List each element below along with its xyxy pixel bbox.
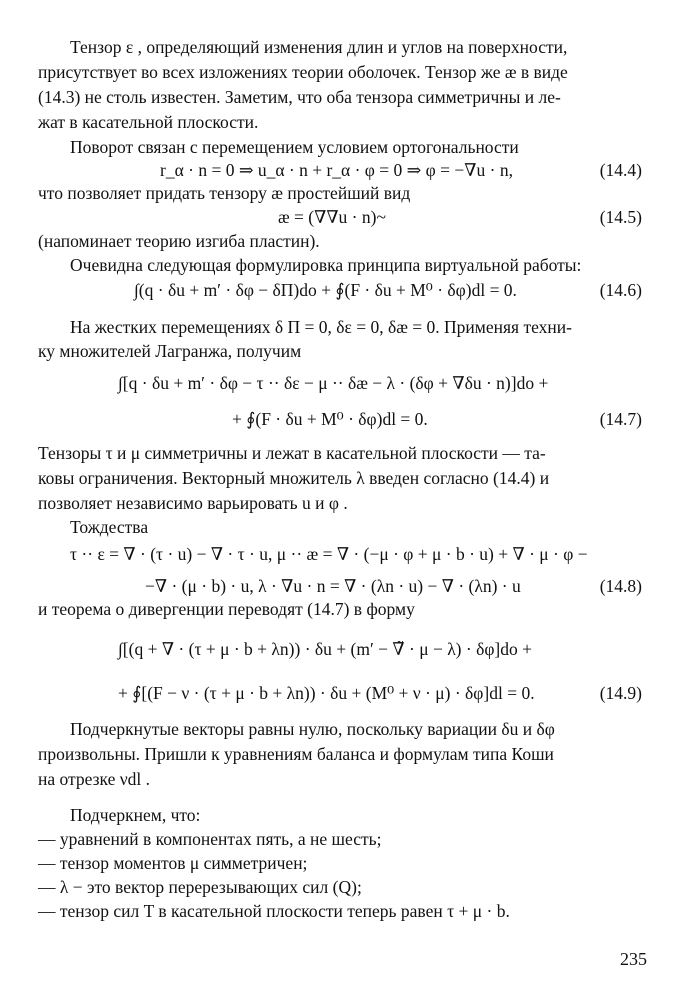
paragraph-5-line-2: ковы ограничения. Векторный множитель λ введен согласно (14.4) и xyxy=(38,468,550,488)
paragraph-7-line-1: Подчеркнутые векторы равны нулю, поскольку вариации δu и δφ xyxy=(70,719,555,739)
equation-14-8-line-1: τ ·· ε = ∇ · (τ · u) − ∇ · τ · u, μ ·· æ = ∇ · (−μ · φ + μ · b · u) + ∇ · μ · φ − xyxy=(70,544,588,564)
paragraph-2-line-3: (напоминает теорию изгиба пластин). xyxy=(38,231,320,251)
equation-number-14-4: (14.4) xyxy=(599,160,642,180)
paragraph-4-line-2: ку множителей Лагранжа, получим xyxy=(38,341,302,361)
paragraph-6-line-1: Тождества xyxy=(70,517,149,537)
equation-14-5: æ = (∇∇u · n)~ xyxy=(278,207,386,227)
equation-number-14-8: (14.8) xyxy=(599,576,642,596)
equation-14-9-line-1: ∫[(q + ∇ · (τ + μ · b + λn)) · δu + (m′ − ∇̃ · μ − λ) · δφ]do + xyxy=(118,639,533,659)
equation-number-14-9: (14.9) xyxy=(599,683,642,703)
equation-14-9-line-2: + ∮[(F − ν · (τ + μ · b + λn)) · δu + (M⁰ + ν · μ) · δφ]dl = 0. xyxy=(118,683,535,703)
paragraph-6-line-2: и теорема о дивергенции переводят (14.7) в форму xyxy=(38,599,415,619)
equation-number-14-6: (14.6) xyxy=(599,280,642,300)
paragraph-7-line-2: произвольны. Пришли к уравнениям баланса и формулам типа Коши xyxy=(38,744,554,764)
paragraph-2-line-1: Поворот связан с перемещением условием ортогональности xyxy=(70,137,519,157)
paragraph-1-line-2: присутствует во всех изложениях теории оболочек. Тензор же æ в виде xyxy=(38,62,568,82)
paragraph-1-line-1: Тензор ε , определяющий изменения длин и углов на поверхности, xyxy=(70,37,568,57)
list-item: — λ − это вектор перерезывающих сил (Q); xyxy=(38,877,362,897)
paragraph-2-line-2: что позволяет придать тензору æ простейший вид xyxy=(38,183,411,203)
paragraph-7-line-3: на отрезке νdl . xyxy=(38,769,151,789)
paragraph-4-line-1: На жестких перемещениях δ Π = 0, δε = 0, δæ = 0. Применяя техни- xyxy=(70,317,572,337)
list-item: — уравнений в компонентах пять, а не шесть; xyxy=(38,829,382,849)
equation-14-4: r_α · n = 0 ⇒ u_α · n + r_α · φ = 0 ⇒ φ = −∇u · n, xyxy=(160,160,513,180)
list-item: — тензор моментов μ симметричен; xyxy=(38,853,308,873)
equation-14-6: ∫(q · δu + m′ · δφ − δΠ)do + ∮(F · δu + M⁰ · δφ)dl = 0. xyxy=(134,280,517,300)
paragraph-8-line-1: Подчеркнем, что: xyxy=(70,805,201,825)
paragraph-5-line-1: Тензоры τ и μ симметричны и лежат в касательной плоскости — та- xyxy=(38,443,546,463)
list-item: — тензор сил T в касательной плоскости теперь равен τ + μ · b. xyxy=(38,901,510,921)
paragraph-5-line-3: позволяет независимо варьировать u и φ . xyxy=(38,493,348,513)
paragraph-1-line-4: жат в касательной плоскости. xyxy=(38,112,259,132)
page-number: 235 xyxy=(620,949,647,969)
equation-14-7-line-1: ∫[q · δu + m′ · δφ − τ ·· δε − μ ·· δæ − λ · (δφ + ∇δu · n)]do + xyxy=(118,373,549,393)
paragraph-1-line-3: (14.3) не столь известен. Заметим, что оба тензора симметричны и ле- xyxy=(38,87,561,107)
equation-14-8-line-2: −∇ · (μ · b) · u, λ · ∇u · n = ∇ · (λn · u) − ∇ · (λn) · u xyxy=(145,576,521,596)
equation-14-7-line-2: + ∮(F · δu + M⁰ · δφ)dl = 0. xyxy=(232,409,428,429)
equation-number-14-5: (14.5) xyxy=(599,207,642,227)
equation-number-14-7: (14.7) xyxy=(599,409,642,429)
paragraph-3-line-1: Очевидна следующая формулировка принципа виртуальной работы: xyxy=(70,255,582,275)
